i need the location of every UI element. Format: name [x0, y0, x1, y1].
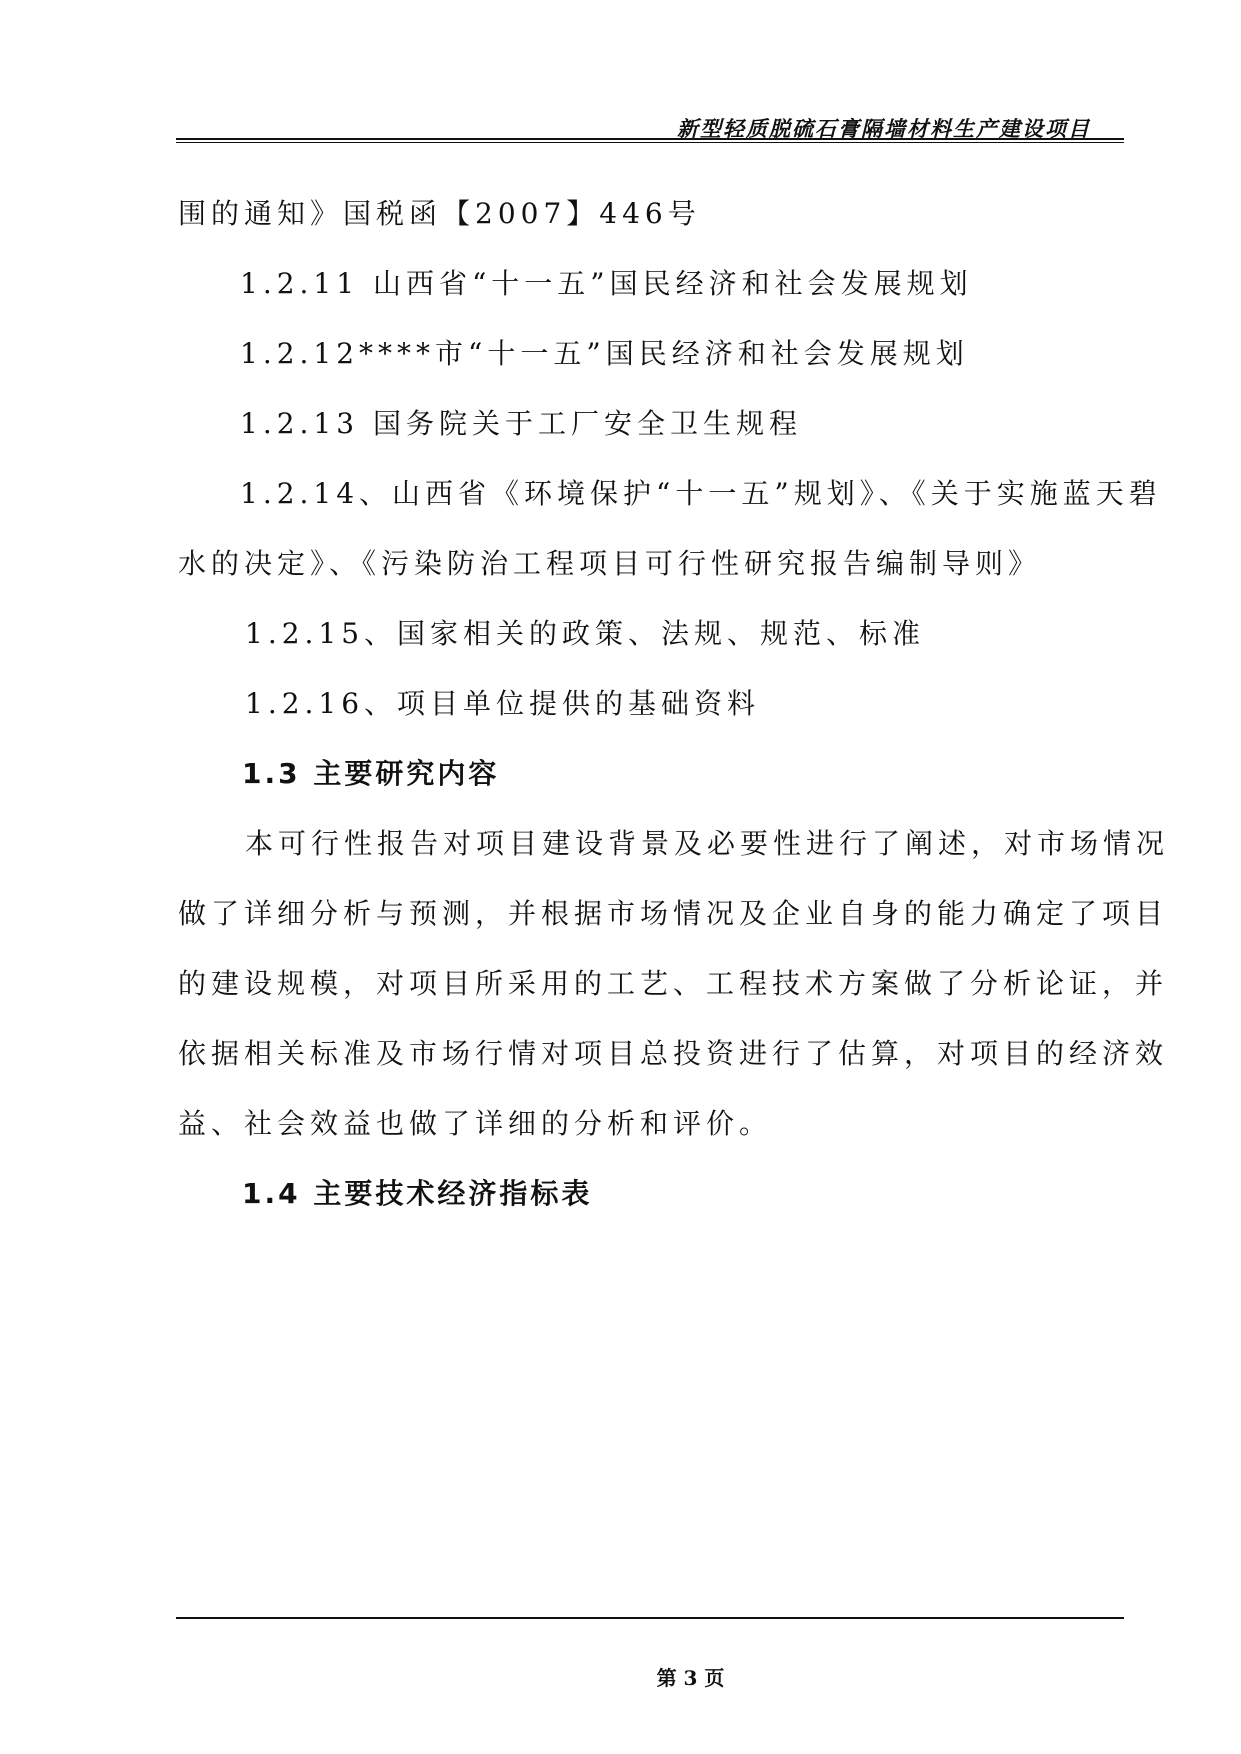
paragraph-line-2: 做了详细分析与预测，并根据市场情况及企业自身的能力确定了项目: [178, 897, 1169, 930]
body-line-2: 1.2.11 山西省“十一五”国民经济和社会发展规划: [240, 267, 973, 300]
body-line-6: 水的决定》、《污染防治工程项目可行性研究报告编制导则》: [178, 547, 1042, 580]
body-line-1: 围的通知》国税函【2007】446号: [178, 197, 701, 230]
body-line-4: 1.2.13 国务院关于工厂安全卫生规程: [240, 407, 802, 440]
body-line-7: 1.2.15、国家相关的政策、法规、规范、标准: [245, 617, 926, 650]
header-title: 新型轻质脱硫石膏隔墙材料生产建设项目: [677, 117, 1091, 141]
page-number: 第 3 页: [656, 1666, 725, 1690]
header-rule-thin: [176, 142, 1124, 143]
section-heading-1-4: 1.4 主要技术经济指标表: [242, 1177, 593, 1210]
footer-rule: [176, 1617, 1124, 1619]
body-line-3: 1.2.12****市“十一五”国民经济和社会发展规划: [240, 337, 969, 370]
header-rule: [176, 138, 1124, 140]
section-heading-1-3: 1.3 主要研究内容: [242, 757, 500, 790]
body-line-5: 1.2.14、山西省《环境保护“十一五”规划》、《关于实施蓝天碧: [240, 477, 1162, 510]
paragraph-line-3: 的建设规模，对项目所采用的工艺、工程技术方案做了分析论证，并: [178, 967, 1169, 1000]
body-line-8: 1.2.16、项目单位提供的基础资料: [245, 687, 761, 720]
paragraph-line-1: 本可行性报告对项目建设背景及必要性进行了阐述，对市场情况: [245, 827, 1170, 860]
paragraph-line-4: 依据相关标准及市场行情对项目总投资进行了估算，对项目的经济效: [178, 1037, 1169, 1070]
paragraph-line-5: 益、社会效益也做了详细的分析和评价。: [178, 1107, 773, 1140]
